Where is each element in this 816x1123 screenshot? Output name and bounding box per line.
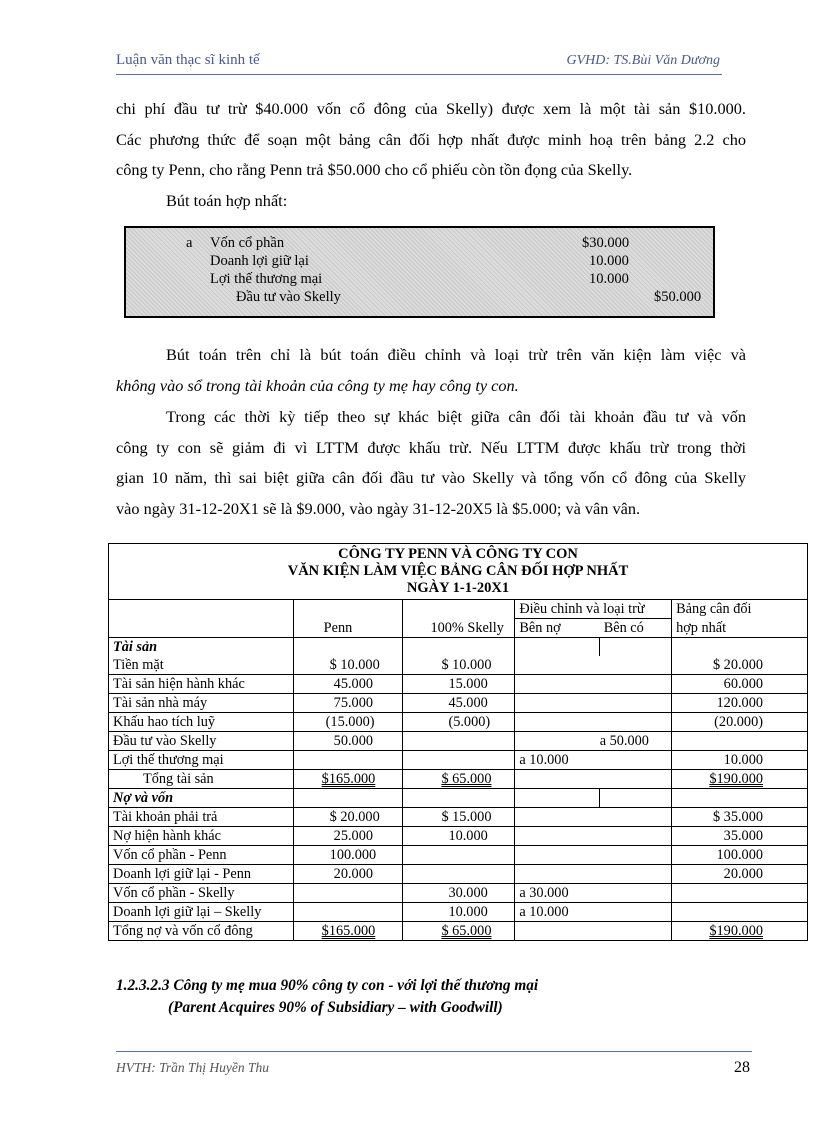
cell-credit: [600, 656, 672, 675]
row-label: Tiền mặt: [109, 656, 294, 675]
cell-penn: $ 20.000: [293, 808, 403, 827]
row-label: Tài khoản phải trả: [109, 808, 294, 827]
intro-line-3: công ty Penn, cho rằng Penn trả $50.000 cho cổ phiếu còn tồn đọng của Skelly.: [116, 160, 633, 179]
journal-row: [126, 234, 713, 252]
table-title-line-3: NGÀY 1-1-20X1: [406, 580, 510, 596]
cell-penn: (15.000): [293, 713, 403, 732]
cell-skelly: 15.000: [403, 675, 515, 694]
footer-author: HVTH: Trần Thị Huyền Thu: [116, 1060, 270, 1075]
cell-credit: [600, 827, 672, 846]
cell-debit: a 30.000: [515, 884, 600, 903]
cell-skelly: [403, 732, 515, 751]
consolidated-balance-sheet: [108, 543, 808, 941]
cell-skelly: (5.000): [403, 713, 515, 732]
intro-line-1: chi phí đầu tư trừ $40.000 vốn cổ đông của Skelly) được xem là một tài sản $10.000.: [116, 99, 746, 118]
journal-debit: $30.000: [582, 235, 630, 251]
cell-credit: [600, 713, 672, 732]
cell-penn: $ 10.000: [293, 656, 403, 675]
header-advisor: GVHD: TS.Bùi Văn Dương: [566, 53, 720, 68]
table-row: [109, 675, 808, 694]
cell-consolidated: 120.000: [672, 694, 808, 713]
intro-line-2: Các phương thức để soạn một bảng cân đối hợp nhất được minh hoạ trên bảng 2.2 cho: [116, 129, 746, 149]
cell-debit: [515, 922, 600, 941]
row-label: Vốn cổ phần - Skelly: [109, 884, 294, 903]
intro-line-4: Bút toán hợp nhất:: [166, 190, 288, 210]
cell-skelly: [403, 865, 515, 884]
cell-debit: [515, 827, 600, 846]
journal-row: [126, 270, 713, 288]
table-row: [109, 865, 808, 884]
row-label: Lợi thế thương mại: [109, 751, 294, 770]
cell-credit: [600, 808, 672, 827]
page-header: [116, 52, 722, 75]
table-row: [109, 884, 808, 903]
row-label: Tài sản nhà máy: [109, 694, 294, 713]
cell-consolidated: [672, 884, 808, 903]
cell-debit: [515, 656, 600, 675]
journal-debit: 10.000: [589, 271, 629, 287]
row-label: Đầu tư vào Skelly: [109, 732, 294, 751]
row-label: Doanh lợi giữ lại – Skelly: [109, 903, 294, 922]
col-consolidated-1: Bảng cân đối: [672, 600, 808, 619]
cell-debit: a 10.000: [515, 751, 600, 770]
intro-paragraph: [116, 94, 746, 216]
header-thesis-title: Luận văn thạc sĩ kinh tế: [116, 52, 260, 68]
journal-label: Doanh lợi giữ lại: [210, 253, 309, 269]
row-label: Nợ hiện hành khác: [109, 827, 294, 846]
cell-skelly: 30.000: [403, 884, 515, 903]
journal-label: Vốn cổ phần: [210, 235, 285, 251]
section-liabilities: Nợ và vốn: [109, 789, 294, 808]
liability-rows: [109, 808, 808, 941]
cell-consolidated: $ 20.000: [672, 656, 808, 675]
cell-credit: a 50.000: [600, 732, 672, 751]
table-total-row: [109, 922, 808, 941]
cell-debit: [515, 694, 600, 713]
intro-line-4-wrap: [116, 186, 746, 217]
col-adjustments: Điều chỉnh và loại trừ: [515, 600, 672, 619]
cell-consolidated: $190.000: [672, 922, 808, 941]
cell-consolidated: 20.000: [672, 865, 808, 884]
table-row: [109, 827, 808, 846]
cell-consolidated: $ 35.000: [672, 808, 808, 827]
row-label: Khấu hao tích luỹ: [109, 713, 294, 732]
col-penn: Penn: [293, 619, 403, 638]
table-total-row: [109, 770, 808, 789]
paragraph-3: [116, 402, 746, 524]
cell-skelly: 45.000: [403, 694, 515, 713]
cell-consolidated: (20.000): [672, 713, 808, 732]
col-consolidated-2: hợp nhất: [672, 619, 808, 638]
para2-line-2: không vào sổ trong tài khoản của công ty mẹ hay công ty con.: [116, 375, 519, 395]
table-row: [109, 903, 808, 922]
para3-line-4: vào ngày 31-12-20X1 sẽ là $9.000, vào ngày 31-12-20X5 là $5.000; và vân vân.: [116, 498, 641, 518]
cell-consolidated: 100.000: [672, 846, 808, 865]
page-number: 28: [734, 1059, 750, 1076]
cell-debit: [515, 732, 600, 751]
cell-penn: 25.000: [293, 827, 403, 846]
cell-debit: [515, 770, 600, 789]
section-heading: [116, 975, 756, 1019]
para2-line-1-wrap: [116, 340, 746, 371]
row-label: Tài sản hiện hành khác: [109, 675, 294, 694]
col-skelly: 100% Skelly: [403, 619, 515, 638]
cell-penn: 50.000: [293, 732, 403, 751]
cell-penn: $165.000: [293, 922, 403, 941]
cell-credit: [600, 922, 672, 941]
table-row: [109, 808, 808, 827]
cell-debit: [515, 846, 600, 865]
page-footer: [116, 1051, 752, 1076]
cell-credit: [600, 865, 672, 884]
cell-skelly: $ 65.000: [403, 922, 515, 941]
cell-debit: [515, 713, 600, 732]
row-label: Tổng tài sản: [109, 770, 294, 789]
row-label: Vốn cổ phần - Penn: [109, 846, 294, 865]
cell-penn: $165.000: [293, 770, 403, 789]
cell-skelly: [403, 751, 515, 770]
table-section-row: [109, 789, 808, 808]
journal-label: Đầu tư vào Skelly: [236, 289, 341, 305]
journal-entry-letter: a: [186, 235, 193, 251]
para3-line-2: công ty con sẽ giảm đi vì LTTM được khấu trừ. Nếu LTTM được khấu trừ trong thời: [116, 437, 746, 457]
cell-skelly: [403, 846, 515, 865]
cell-credit: [600, 770, 672, 789]
para3-line-3: gian 10 năm, thì sai biệt giữa cân đối đầu tư vào Skelly và tổng vốn cổ đông của Skelly: [116, 468, 746, 487]
journal-entry-box: [124, 226, 715, 318]
table-row: [109, 846, 808, 865]
journal-label: Lợi thế thương mại: [210, 271, 323, 287]
cell-skelly: $ 65.000: [403, 770, 515, 789]
para3-line-1-wrap: [116, 402, 746, 433]
para3-line-1: Trong các thời kỳ tiếp theo sự khác biệt giữa cân đối tài khoản đầu tư và vốn: [166, 407, 746, 426]
cell-penn: 100.000: [293, 846, 403, 865]
cell-debit: [515, 808, 600, 827]
table-row: [109, 656, 808, 675]
row-label: Doanh lợi giữ lại - Penn: [109, 865, 294, 884]
cell-consolidated: [672, 903, 808, 922]
section-assets: Tài sản: [109, 638, 294, 657]
table-row: [109, 713, 808, 732]
table-header-row: [109, 600, 808, 619]
cell-penn: [293, 903, 403, 922]
cell-penn: 20.000: [293, 865, 403, 884]
cell-credit: [600, 694, 672, 713]
cell-consolidated: [672, 732, 808, 751]
cell-skelly: $ 10.000: [403, 656, 515, 675]
cell-credit: [600, 884, 672, 903]
cell-penn: [293, 751, 403, 770]
table-row: [109, 751, 808, 770]
journal-row: [126, 252, 713, 270]
cell-consolidated: $190.000: [672, 770, 808, 789]
cell-debit: [515, 865, 600, 884]
cell-credit: [600, 846, 672, 865]
table-title-line-2: VĂN KIỆN LÀM VIỆC BẢNG CÂN ĐỐI HỢP NHẤT: [287, 563, 629, 579]
cell-credit: [600, 675, 672, 694]
table-row: [109, 732, 808, 751]
paragraph-2: [116, 340, 746, 401]
cell-debit: [515, 675, 600, 694]
journal-debit: 10.000: [589, 253, 629, 269]
cell-consolidated: 10.000: [672, 751, 808, 770]
journal-credit: $50.000: [654, 289, 702, 305]
table-header-row: [109, 619, 808, 638]
cell-skelly: $ 15.000: [403, 808, 515, 827]
cell-credit: [600, 751, 672, 770]
col-debit: Bên nợ: [515, 619, 600, 638]
journal-row: [126, 288, 713, 306]
asset-rows: [109, 656, 808, 789]
cell-penn: 45.000: [293, 675, 403, 694]
cell-skelly: 10.000: [403, 903, 515, 922]
cell-debit: a 10.000: [515, 903, 600, 922]
cell-consolidated: 35.000: [672, 827, 808, 846]
cell-penn: [293, 884, 403, 903]
section-heading-en: (Parent Acquires 90% of Subsidiary – with Goodwill): [168, 999, 503, 1016]
table-row: [109, 694, 808, 713]
row-label: Tổng nợ và vốn cổ đông: [109, 922, 294, 941]
cell-credit: [600, 903, 672, 922]
table-title: [109, 544, 808, 600]
cell-penn: 75.000: [293, 694, 403, 713]
section-heading-vi: 1.2.3.2.3 Công ty mẹ mua 90% công ty con - với lợi thế thương mại: [116, 977, 539, 994]
cell-consolidated: 60.000: [672, 675, 808, 694]
para2-line-1: Bút toán trên chỉ là bút toán điều chỉnh và loại trừ trên văn kiện làm việc và: [166, 345, 746, 364]
table-section-row: [109, 638, 808, 657]
cell-skelly: 10.000: [403, 827, 515, 846]
col-credit: Bên có: [600, 619, 672, 638]
table-title-line-1: CÔNG TY PENN VÀ CÔNG TY CON: [338, 546, 578, 562]
